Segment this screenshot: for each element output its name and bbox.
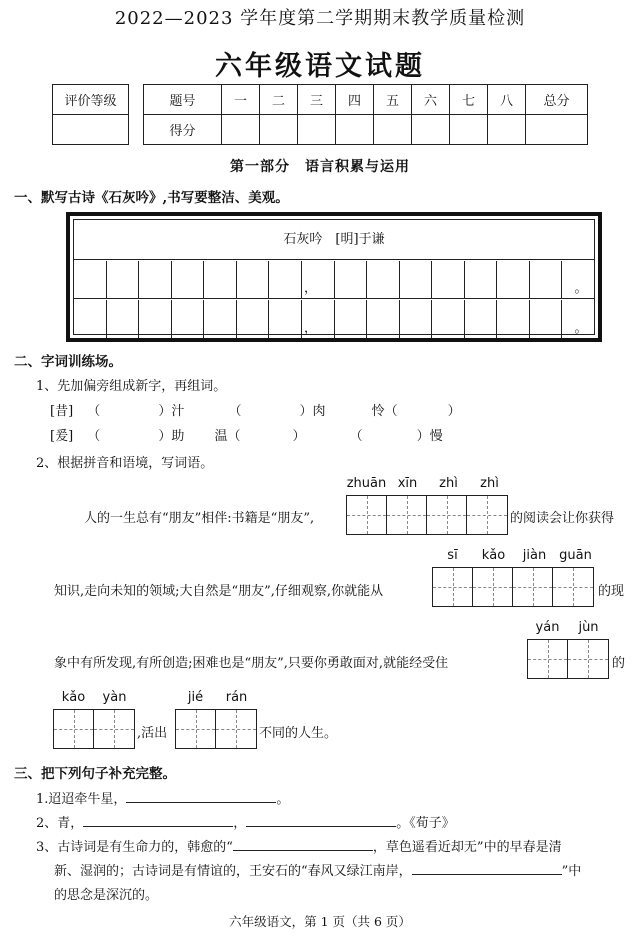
comma-mark: ， [303,281,317,296]
q3-line-3: 3、古诗词是有生命力的，韩愈的“ ，草色遥看近却无”中的早春是清 [36,836,562,855]
tianzige-box-3[interactable] [527,639,609,679]
tianzige-cell [347,496,387,534]
writing-cell[interactable] [432,300,465,338]
exam-title: 六年级语文试题 [215,51,425,82]
score-cell-total[interactable] [526,115,588,145]
score-cell[interactable] [298,115,336,145]
score-cell[interactable] [336,115,374,145]
score-cell[interactable] [222,115,260,145]
writing-cell[interactable] [302,300,335,338]
eval-value-cell[interactable] [53,115,129,145]
context-text-1a: 人的一生总有“朋友”相伴:书籍是“朋友”, [84,511,315,526]
writing-cell[interactable] [400,261,433,298]
radical-key: [昔] [50,404,74,419]
context-text-2a: 知识,走向未知的领域;大自然是“朋友”,仔细观察,你就能从 [54,584,384,599]
context-text-1b: 的阅读会让你获得 [510,511,615,526]
tianzige-cell [433,568,473,606]
eval-label: 评价等级 [53,85,129,115]
row-label-score: 得分 [144,115,222,145]
context-text-2b: 的现 [598,584,625,599]
tianzige-box-2[interactable] [432,567,594,607]
q2-sub2: 2、根据拼音和语境，写词语。 [36,456,214,471]
writing-cell[interactable] [465,261,498,298]
col-total: 总分 [526,85,588,115]
writing-cell[interactable] [107,261,140,298]
q3-line-2: 2、青， ， 。《荀子》 [36,812,455,831]
writing-cell[interactable] [139,261,172,298]
writing-cell[interactable] [400,300,433,338]
score-table [143,84,588,145]
q3-line-4: 新、湿润的；古诗词是有情谊的，王安石的“春风又绿江南岸， ”中 [54,860,581,879]
writing-cell[interactable] [237,300,270,338]
tianzige-cell [427,496,467,534]
tianzige-cell [473,568,513,606]
writing-cell[interactable] [530,300,563,338]
writing-cell[interactable] [367,300,400,338]
tianzige-cell [387,496,427,534]
q2-sub1: 1、先加偏旁组成新字，再组词。 [36,379,227,394]
row-label-question: 题号 [144,85,222,115]
fill-blank[interactable] [412,861,562,875]
tianzige-cell [216,710,256,748]
fill-blank[interactable] [126,789,276,803]
poem-grid-row-1 [74,261,594,299]
context-text-4a: ,活出 [137,726,168,741]
poem-title: 石灰吟 [明]于谦 [74,220,594,260]
radical-key: [爰] [50,429,74,444]
writing-cell[interactable] [74,261,107,298]
score-cell[interactable] [260,115,298,145]
writing-cell[interactable] [302,261,335,298]
writing-cell[interactable] [497,300,530,338]
writing-cell[interactable] [497,261,530,298]
writing-cell[interactable] [562,261,594,298]
score-cell[interactable] [412,115,450,145]
pinyin-row-1: zhuān xīn zhì zhì [346,476,499,491]
tianzige-cell [528,640,568,678]
page-footer: 六年级语文，第 1 页（共 6 页） [229,914,411,929]
col-5: 五 [374,85,412,115]
fill-blank[interactable] [233,837,373,851]
writing-cell[interactable] [432,261,465,298]
exam-supertitle: 2022—2023 学年度第二学期期末教学质量检测 [114,8,526,29]
score-cell[interactable] [450,115,488,145]
part-one-title: 第一部分 语言积累与运用 [230,159,410,175]
writing-cell[interactable] [335,261,368,298]
col-8: 八 [488,85,526,115]
period-mark: 。 [574,281,588,296]
score-cell[interactable] [488,115,526,145]
writing-cell[interactable] [74,300,107,338]
col-4: 四 [336,85,374,115]
q3-line-1: 1.迢迢牵牛星， 。 [36,788,289,807]
q1-heading: 一、默写古诗《石灰吟》,书写要整洁、美观。 [14,190,289,206]
writing-cell[interactable] [107,300,140,338]
poem-writing-box [66,212,602,342]
col-1: 一 [222,85,260,115]
writing-cell[interactable] [465,300,498,338]
writing-cell[interactable] [172,261,205,298]
q3-heading: 三、把下列句子补充完整。 [14,766,176,782]
score-cell[interactable] [374,115,412,145]
col-2: 二 [260,85,298,115]
poem-grid-row-2 [74,300,594,338]
tianzige-cell [467,496,507,534]
col-3: 三 [298,85,336,115]
pinyin-row-3: yán jùn [535,620,599,635]
writing-cell[interactable] [269,300,302,338]
q3-line-5: 的思念是深沉的。 [54,888,159,903]
tianzige-box-5[interactable] [175,709,257,749]
fill-blank[interactable] [246,813,396,827]
radical-row-1: [昔] （ ）汁 （ ）肉 怜（ ） [50,404,461,419]
writing-cell[interactable] [172,300,205,338]
writing-cell[interactable] [269,261,302,298]
score-table-header-row [144,85,588,115]
fill-blank[interactable] [83,813,233,827]
pinyin-row-4: kǎo yàn [61,690,127,705]
tianzige-cell [54,710,94,748]
comma-mark: ， [303,321,317,336]
writing-cell[interactable] [204,261,237,298]
q2-heading: 二、字词训练场。 [14,354,122,370]
writing-cell[interactable] [367,261,400,298]
context-text-3a: 象中有所发现,有所创造;困难也是“朋友”,只要你勇敢面对,就能经受住 [54,656,449,671]
tianzige-cell [553,568,593,606]
score-table-score-row [144,115,588,145]
context-text-3b: 的 [612,656,626,671]
tianzige-cell [568,640,608,678]
writing-cell[interactable] [530,261,563,298]
writing-cell[interactable] [335,300,368,338]
tianzige-cell [176,710,216,748]
writing-cell[interactable] [204,300,237,338]
writing-cell[interactable] [562,300,594,338]
pinyin-row-5: jié rán [187,690,248,705]
col-6: 六 [412,85,450,115]
evaluation-grade-table [52,84,129,145]
context-text-4b: 不同的人生。 [259,726,338,741]
tianzige-cell [513,568,553,606]
pinyin-row-2: sī kǎo jiàn guān [447,548,592,563]
period-mark: 。 [574,321,588,336]
radical-row-2: [爰] （ ）助 温（ ） （ ）慢 [50,429,443,444]
tianzige-cell [94,710,134,748]
col-7: 七 [450,85,488,115]
tianzige-box-4[interactable] [53,709,135,749]
writing-cell[interactable] [237,261,270,298]
writing-cell[interactable] [139,300,172,338]
tianzige-box-1[interactable] [346,495,508,535]
